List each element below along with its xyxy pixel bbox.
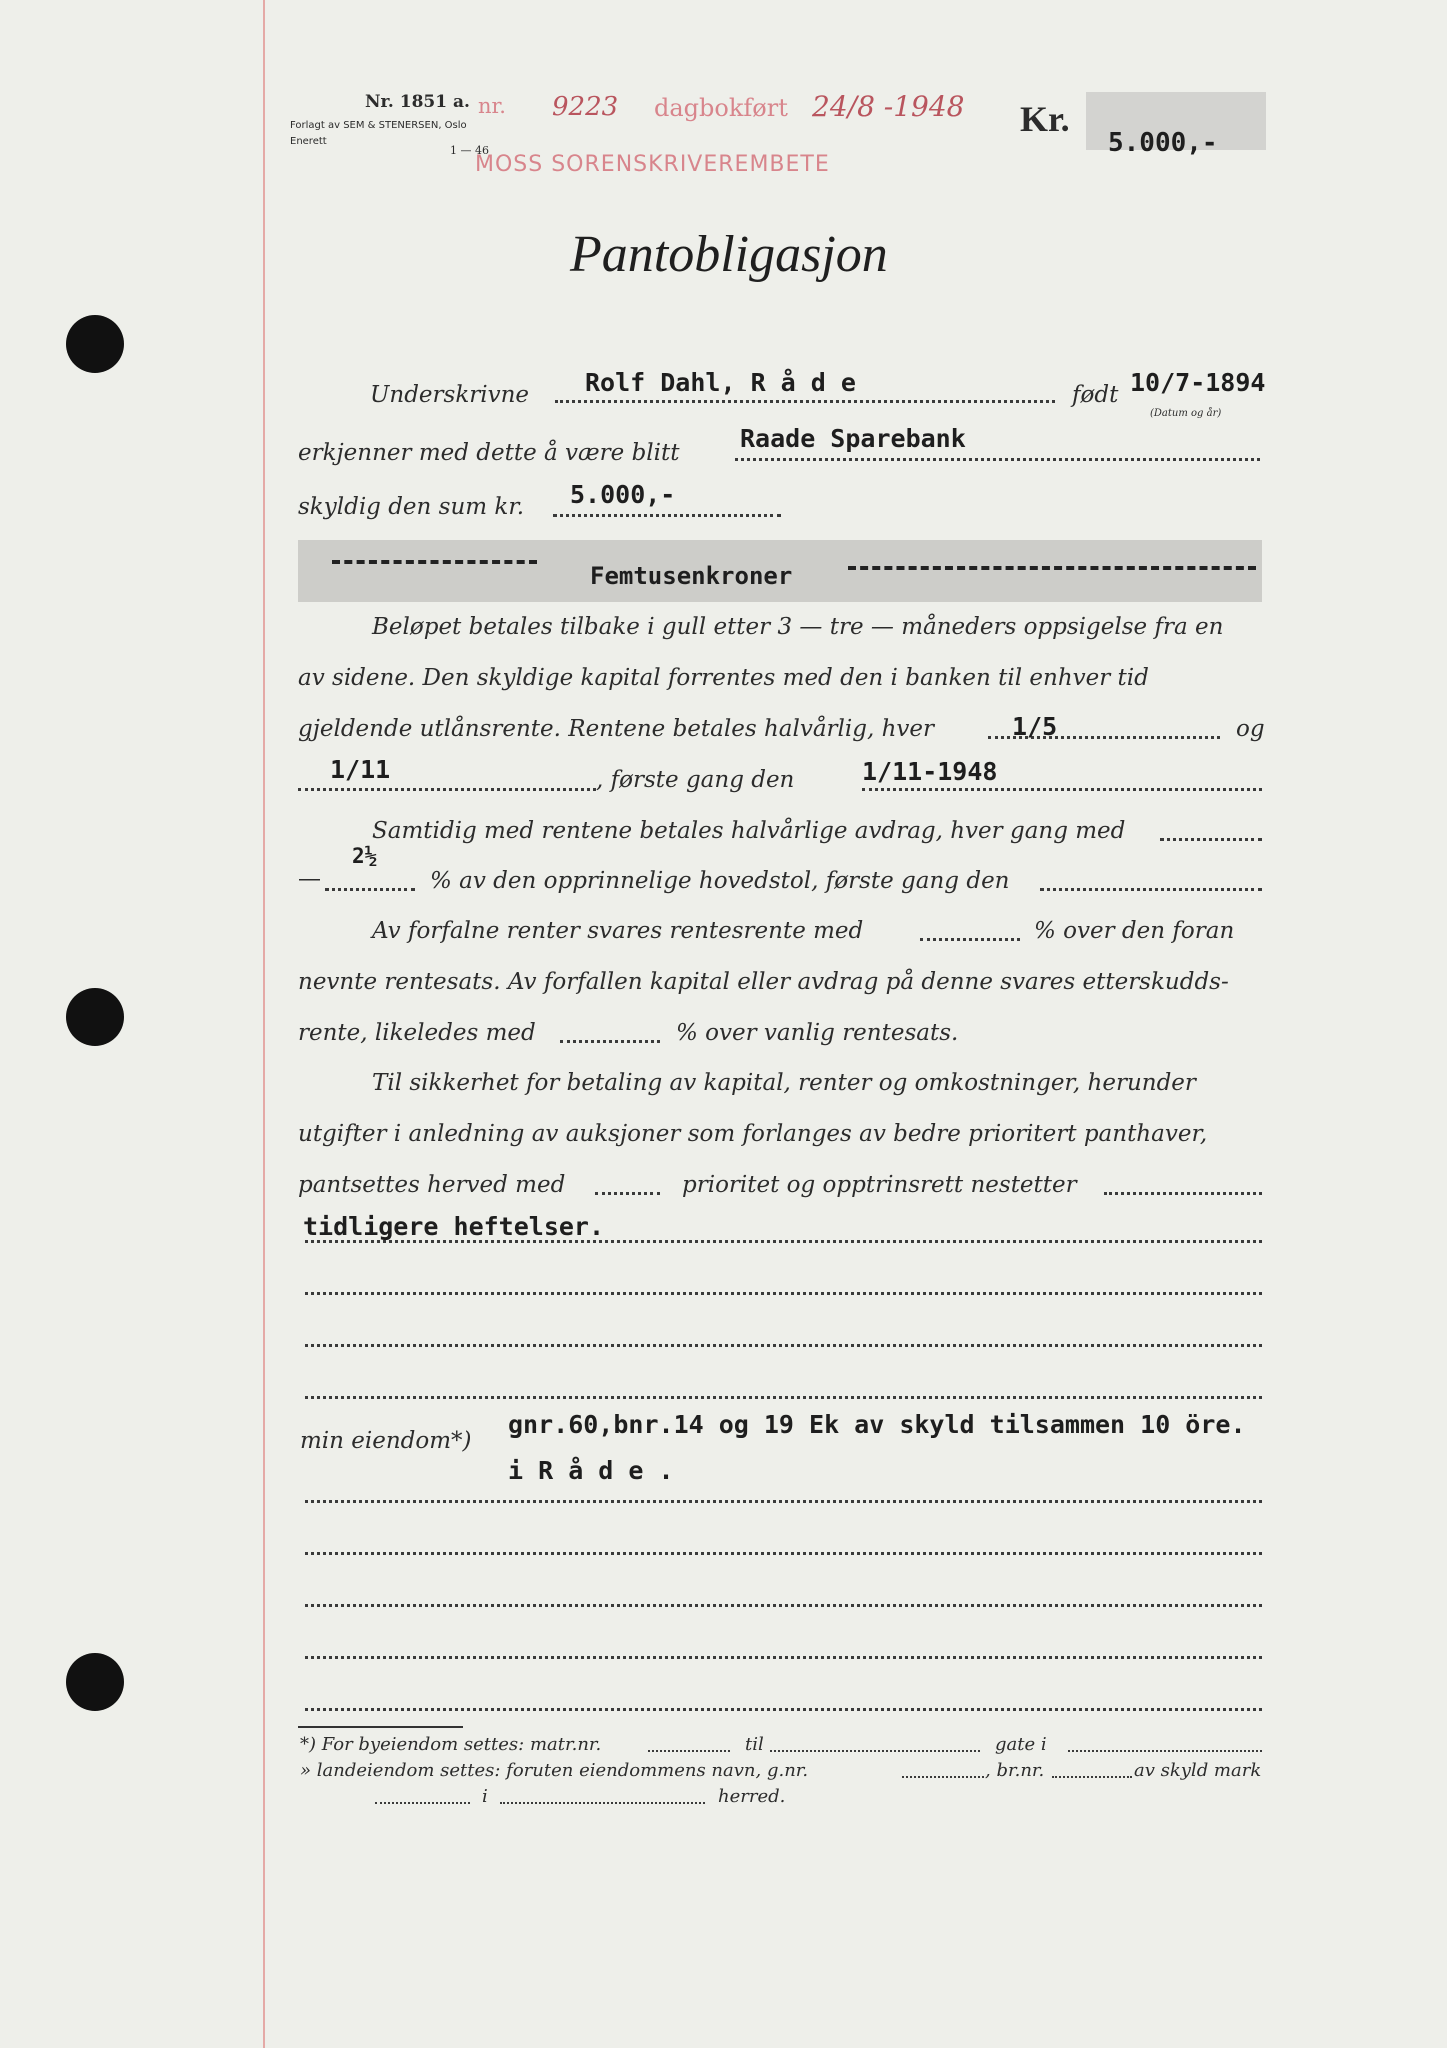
stamp-number: 9223 (552, 92, 619, 122)
prior-encumbrances: tidligere heftelser. (303, 1212, 605, 1241)
text-line: nevnte rentesats. Av forfallen kapital eller avdrag på denne svares etterskudds- (298, 969, 1229, 995)
fill-line (595, 1192, 660, 1195)
fill-line (1160, 838, 1262, 841)
publisher-enerett: Enerett (290, 136, 327, 147)
fill-line (1040, 888, 1262, 891)
footnote-text: av skyld mark (1134, 1760, 1262, 1781)
installment-percent: 2½ (352, 844, 378, 868)
footnote-text: i (482, 1786, 488, 1807)
fill-line (305, 1344, 1262, 1347)
fill-line (305, 1656, 1262, 1659)
fill-line (375, 1802, 470, 1804)
stamp-date: 24/8 -1948 (812, 90, 965, 123)
property-location: i R å d e . (508, 1456, 674, 1485)
debtor-name: Rolf Dahl, R å d e (585, 368, 856, 397)
fill-line (553, 514, 781, 517)
fill-line (305, 1240, 1262, 1243)
stamp-prefix: nr. (478, 94, 506, 118)
amount-value: 5.000,- (1108, 128, 1218, 158)
sum-words: Femtusenkroner (590, 562, 793, 590)
fill-line (298, 788, 596, 791)
footnote-text: , br.nr. (985, 1760, 1045, 1781)
fill-line (305, 1604, 1262, 1607)
text-line: Til sikkerhet for betaling av kapital, renter og omkostninger, herunder (372, 1070, 1196, 1096)
fill-line (325, 888, 415, 891)
margin-rule (263, 0, 265, 2048)
interest-date-2: 1/11 (330, 755, 391, 784)
text-line: , første gang den (596, 767, 795, 793)
erkjenner-label: erkjenner med dette å være blitt (298, 440, 680, 466)
fill-line (735, 458, 1260, 461)
kr-label: Kr. (1020, 99, 1070, 139)
text-line: prioritet og opptrinsrett nestetter (682, 1172, 1077, 1198)
fill-line (1068, 1750, 1262, 1752)
dash-line (848, 566, 1256, 570)
text-line: % over den foran (1034, 918, 1235, 944)
footnote-text: til (745, 1734, 764, 1755)
fill-line (555, 400, 1055, 403)
skyldig-label: skyldig den sum kr. (298, 494, 525, 520)
stamp-dagbokfort: dagbokført (654, 94, 788, 122)
dash-line (332, 560, 537, 564)
date-hint: (Datum og år) (1150, 408, 1222, 419)
stamp-office: MOSS SORENSKRIVEREMBETE (475, 152, 830, 177)
sum-value: 5.000,- (570, 480, 676, 509)
fill-line (1104, 1192, 1262, 1195)
fill-line (902, 1776, 984, 1778)
footnote-line: *) For byeiendom settes: matr.nr. (300, 1734, 602, 1755)
footnote-line: » landeiendom settes: foruten eiendommens navn, g.nr. (300, 1760, 809, 1781)
interest-date-1: 1/5 (1012, 712, 1058, 741)
underskrivne-label: Underskrivne (370, 382, 530, 408)
fill-line (305, 1552, 1262, 1555)
footnote-text: herred. (718, 1786, 786, 1807)
punch-hole (66, 315, 124, 373)
fill-line (305, 1396, 1262, 1399)
publisher-line: Forlagt av SEM & STENERSEN, Oslo (290, 120, 467, 131)
punch-hole (66, 988, 124, 1046)
text-line: pantsettes herved med (298, 1172, 566, 1198)
text-line: % over vanlig rentesats. (676, 1020, 959, 1046)
fill-line (920, 938, 1020, 941)
text-line: rente, likeledes med (298, 1020, 536, 1046)
fill-line (305, 1708, 1262, 1711)
fill-line (770, 1750, 980, 1752)
text-line: % av den opprinnelige hovedstol, første gang den (430, 868, 1010, 894)
document-title: Pantobligasjon (570, 226, 888, 283)
dash-mark: — (298, 866, 321, 892)
fill-line (560, 1040, 660, 1043)
fill-line (500, 1802, 705, 1804)
footnote-separator (298, 1726, 463, 1728)
fill-line (648, 1750, 730, 1752)
footnote-text: gate i (995, 1734, 1047, 1755)
property-description: gnr.60,bnr.14 og 19 Ek av skyld tilsammen 10 öre. (508, 1410, 1246, 1439)
text-line: utgifter i anledning av auksjoner som forlanges av bedre prioritert panthaver, (298, 1121, 1208, 1147)
text-line: Av forfalne renter svares rentesrente med (372, 918, 864, 944)
punch-hole (66, 1653, 124, 1711)
birth-date: 10/7-1894 (1130, 368, 1266, 397)
fill-line (1052, 1776, 1132, 1778)
fodt-label: født (1072, 382, 1119, 408)
fill-line (305, 1500, 1262, 1503)
text-line: Samtidig med rentene betales halvårlige avdrag, hver gang med (372, 818, 1126, 844)
publisher-date: 1 — 46 (450, 144, 489, 157)
text-og: og (1236, 716, 1265, 742)
text-line: gjeldende utlånsrente. Rentene betales halvårlig, hver (298, 716, 935, 742)
first-payment-date: 1/11-1948 (862, 757, 998, 786)
creditor-name: Raade Sparebank (740, 424, 966, 453)
fill-line (862, 788, 1262, 791)
property-label: min eiendom*) (300, 1428, 472, 1454)
text-line: av sidene. Den skyldige kapital forrentes med den i banken til enhver tid (298, 665, 1149, 691)
text-line: Beløpet betales tilbake i gull etter 3 — tre — måneders oppsigelse fra en (372, 614, 1224, 640)
fill-line (305, 1292, 1262, 1295)
form-number: Nr. 1851 a. (365, 92, 470, 112)
